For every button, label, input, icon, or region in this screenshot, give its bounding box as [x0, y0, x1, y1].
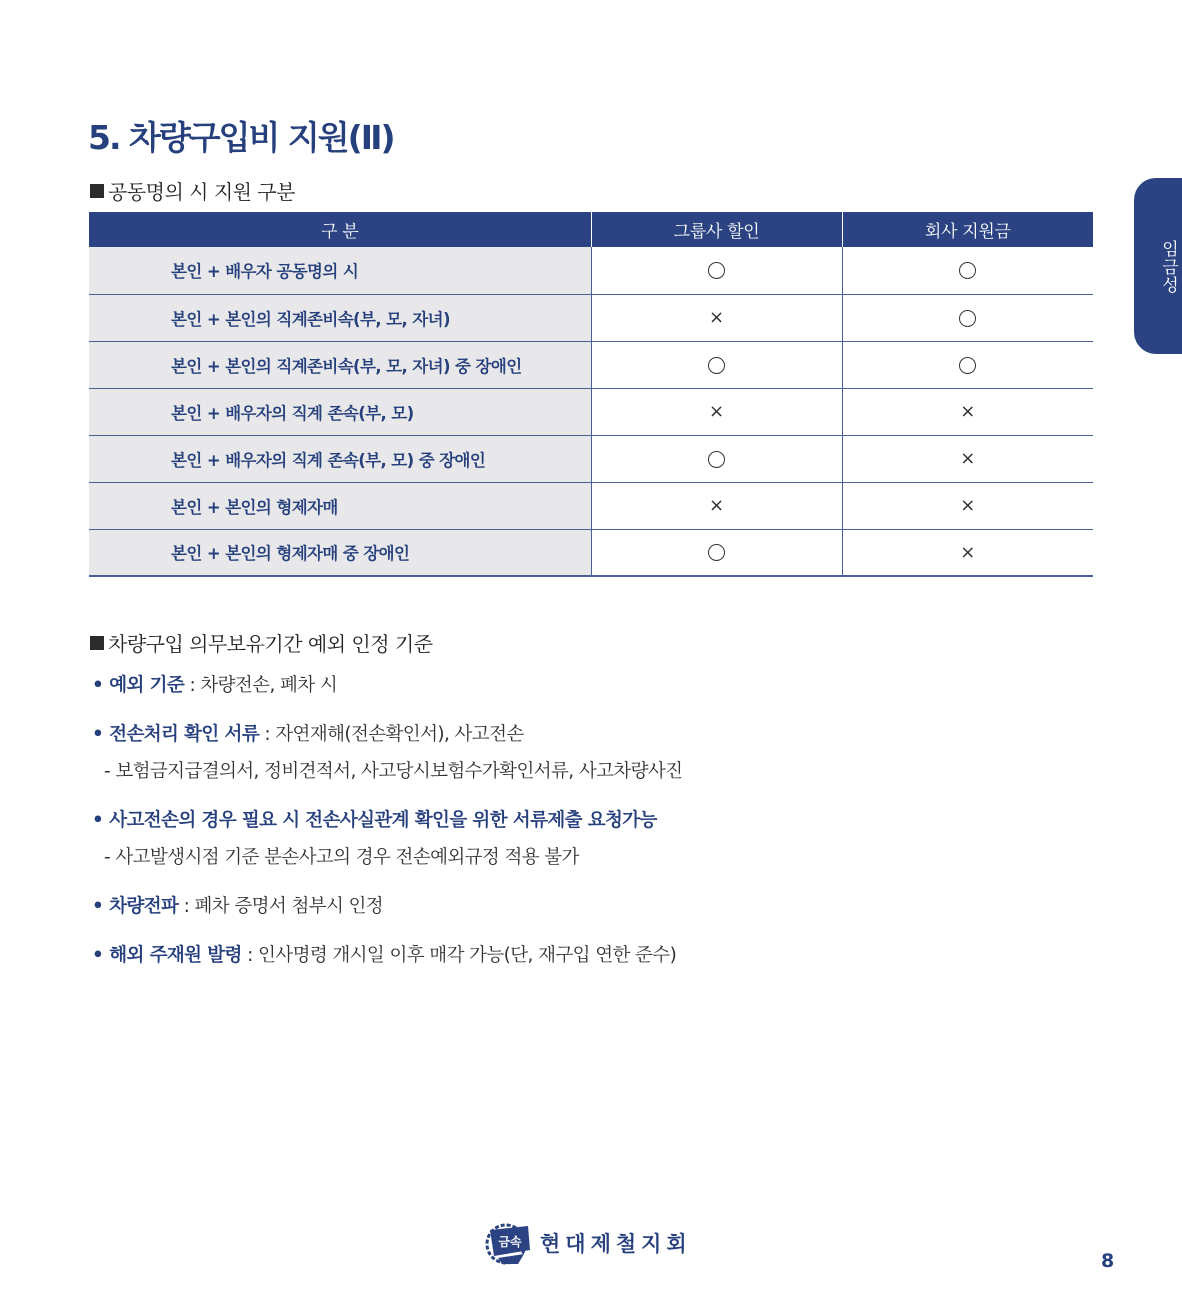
group-discount-cell — [591, 435, 842, 482]
bullet-dot-icon: • — [92, 945, 104, 966]
bullet-item — [92, 720, 524, 746]
table-row — [89, 294, 1093, 341]
bullet-dot-icon: • — [92, 675, 104, 696]
bullet-item — [92, 892, 383, 918]
company-support-cell — [842, 529, 1093, 576]
bullet-text: : 차량전손, 폐차 시 — [184, 675, 338, 696]
bullet-item — [92, 806, 657, 832]
section-title-joint-ownership — [90, 176, 295, 205]
bullet-label: 해외 주재원 발령 — [109, 945, 242, 966]
table-row — [89, 341, 1093, 388]
bullet-text: : 폐차 증명서 첨부시 인정 — [178, 896, 384, 917]
x-mark-icon: × — [960, 401, 976, 423]
group-discount-cell — [591, 294, 842, 341]
bullet-label: 차량전파 — [109, 896, 179, 917]
circle-mark-icon — [708, 357, 725, 374]
bullet-label: 전손처리 확인 서류 — [109, 724, 260, 745]
row-label: 본인 + 본인의 직계존비속(부, 모, 자녀) 중 장애인 — [89, 341, 591, 388]
side-tab-label: 임금성 — [1158, 240, 1178, 294]
section-title-text: 차량구입 의무보유기간 예외 인정 기준 — [108, 632, 433, 656]
row-label: 본인 + 본인의 형제자매 중 장애인 — [89, 529, 591, 576]
bullet-dot-icon: • — [92, 810, 104, 831]
section-title-exception — [90, 628, 433, 657]
circle-mark-icon — [708, 544, 725, 561]
x-mark-icon: × — [708, 307, 725, 329]
bullet-dot-icon: • — [92, 724, 104, 745]
group-discount-cell — [591, 341, 842, 388]
company-support-cell — [842, 294, 1093, 341]
company-support-cell — [842, 341, 1093, 388]
table-header-row — [89, 212, 1093, 247]
header-category: 구 분 — [89, 212, 591, 247]
row-label: 본인 + 배우자의 직계 존속(부, 모) 중 장애인 — [89, 435, 591, 482]
bullet-sub-text: - 사고발생시점 기준 분손사고의 경우 전손예외규정 적용 불가 — [104, 847, 579, 868]
row-label: 본인 + 본인의 직계존비속(부, 모, 자녀) — [89, 294, 591, 341]
x-mark-icon: × — [960, 542, 976, 563]
section-title-text: 공동명의 시 지원 구분 — [108, 180, 295, 204]
x-mark-icon: × — [960, 495, 976, 517]
table-row — [89, 388, 1093, 435]
circle-mark-icon — [959, 357, 976, 374]
row-label: 본인 + 배우자 공동명의 시 — [89, 247, 591, 294]
page-number: 8 — [1101, 1250, 1115, 1272]
union-logo — [484, 1220, 692, 1266]
bullet-item — [92, 941, 676, 967]
bullet-text: : 자연재해(전손확인서), 사고전손 — [259, 724, 524, 745]
page-title: 5. 차량구입비 지원(Ⅱ) — [88, 118, 394, 157]
x-mark-icon: × — [708, 401, 725, 423]
circle-mark-icon — [708, 451, 725, 468]
row-label: 본인 + 본인의 형제자매 — [89, 482, 591, 529]
group-discount-cell — [591, 247, 842, 294]
group-discount-cell — [591, 482, 842, 529]
circle-mark-icon — [708, 262, 725, 279]
company-support-cell — [842, 388, 1093, 435]
x-mark-icon: × — [708, 495, 725, 517]
group-discount-cell — [591, 388, 842, 435]
bullet-item — [92, 671, 337, 697]
union-emblem-icon — [484, 1220, 534, 1266]
row-label: 본인 + 배우자의 직계 존속(부, 모) — [89, 388, 591, 435]
logo-text: 현대제철지회 — [540, 1232, 692, 1256]
bullet-label: 사고전손의 경우 필요 시 전손사실관계 확인을 위한 서류제출 요청가능 — [109, 810, 657, 831]
bullet-sub-text: - 보험금지급결의서, 정비견적서, 사고당시보험수가확인서류, 사고차량사진 — [104, 761, 683, 782]
table-row — [89, 435, 1093, 482]
company-support-cell — [842, 482, 1093, 529]
circle-mark-icon — [959, 262, 976, 279]
table-row — [89, 482, 1093, 529]
company-support-cell — [842, 435, 1093, 482]
bullet-text: : 인사명령 개시일 이후 매각 가능(단, 재구입 연한 준수) — [241, 945, 677, 966]
bullet-label: 예외 기준 — [109, 675, 185, 696]
logo-badge-text: 금속 — [498, 1235, 522, 1249]
square-bullet-icon — [90, 636, 104, 650]
table-row — [89, 247, 1093, 294]
bullet-dot-icon: • — [92, 896, 104, 917]
header-company-support: 회사 지원금 — [842, 212, 1093, 247]
group-discount-cell — [591, 529, 842, 576]
header-group-discount: 그룹사 할인 — [591, 212, 842, 247]
company-support-cell — [842, 247, 1093, 294]
support-table — [89, 212, 1093, 577]
circle-mark-icon — [959, 310, 976, 327]
x-mark-icon: × — [960, 448, 976, 470]
square-bullet-icon — [90, 184, 104, 198]
side-tab[interactable] — [1134, 178, 1182, 354]
table-row — [89, 529, 1093, 576]
